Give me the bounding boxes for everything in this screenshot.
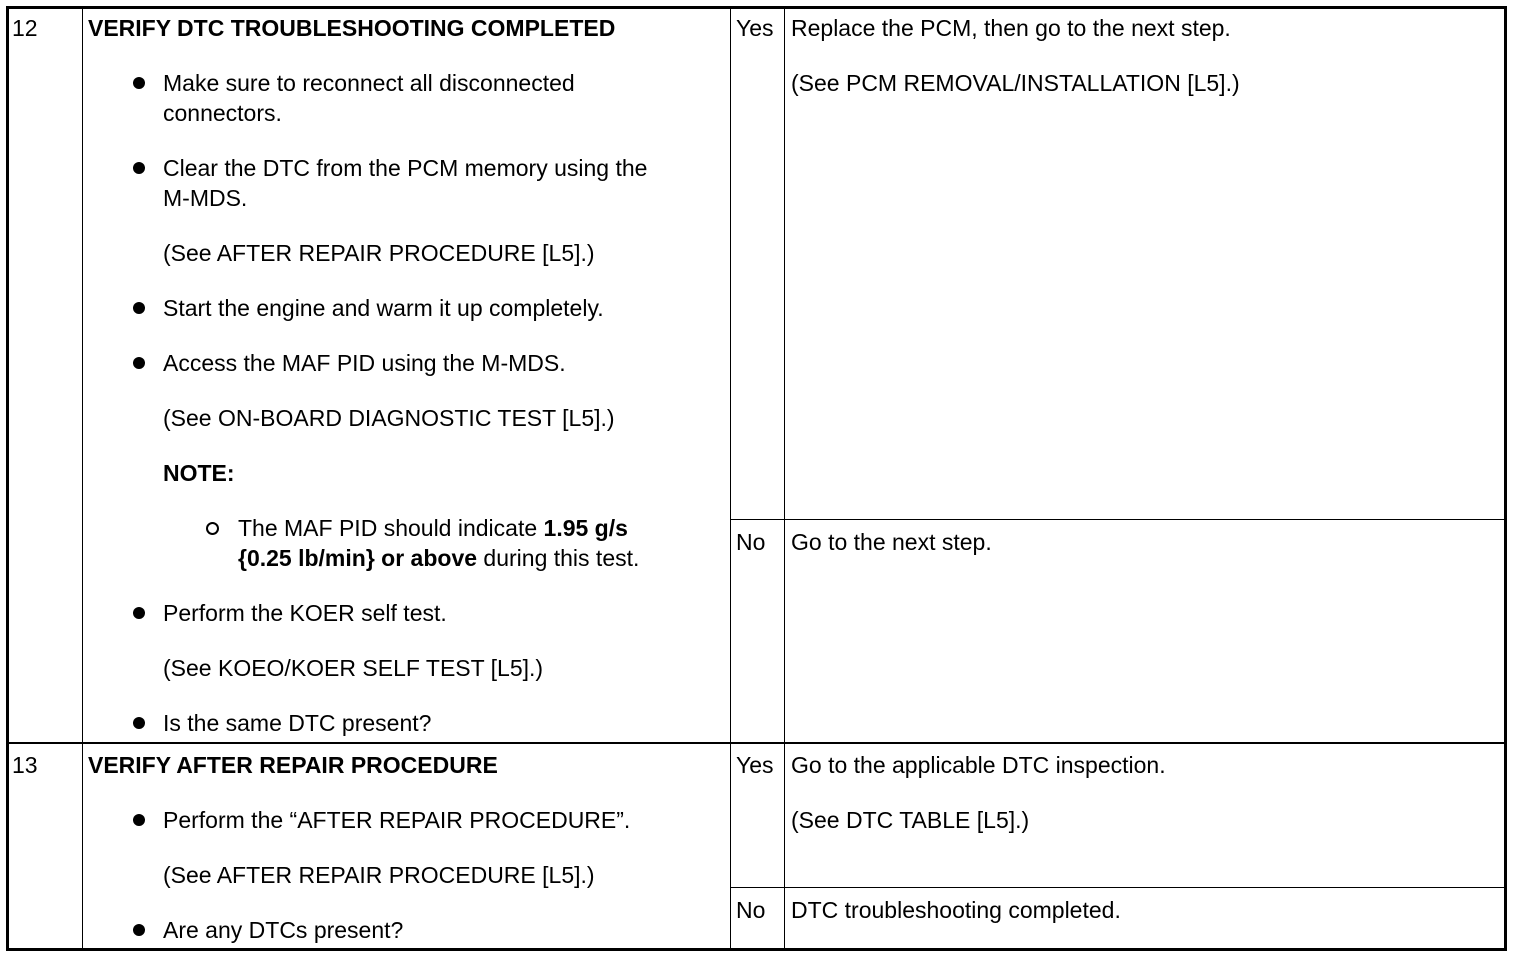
no-label: No bbox=[736, 529, 766, 555]
step-number: 12 bbox=[12, 15, 38, 41]
question-text: Is the same DTC present? bbox=[163, 710, 432, 736]
yes-action: Replace the PCM, then go to the next step. bbox=[791, 15, 1231, 41]
yes-label: Yes bbox=[736, 752, 774, 778]
column-divider-procedure bbox=[730, 8, 731, 950]
step-title: VERIFY DTC TROUBLESHOOTING COMPLETED bbox=[88, 15, 616, 41]
yes-reference: (See DTC TABLE [L5].) bbox=[791, 807, 1030, 833]
note-label: NOTE: bbox=[163, 460, 235, 486]
no-action: Go to the next step. bbox=[791, 529, 992, 555]
reference-text: (See ON-BOARD DIAGNOSTIC TEST [L5].) bbox=[163, 405, 615, 431]
instruction-text: Perform the “AFTER REPAIR PROCEDURE”. bbox=[163, 807, 631, 833]
row-divider-step bbox=[8, 742, 1505, 744]
instruction-text: Perform the KOER self test. bbox=[163, 600, 447, 626]
yes-reference: (See PCM REMOVAL/INSTALLATION [L5].) bbox=[791, 70, 1240, 96]
bullet-icon bbox=[133, 814, 145, 826]
note-text: The MAF PID should indicate 1.95 g/s bbox=[238, 515, 628, 541]
reference-text: (See KOEO/KOER SELF TEST [L5].) bbox=[163, 655, 544, 681]
bullet-icon bbox=[133, 924, 145, 936]
instruction-text: Make sure to reconnect all disconnected bbox=[163, 70, 575, 96]
instruction-text: connectors. bbox=[163, 100, 282, 126]
bullet-icon bbox=[133, 162, 145, 174]
question-text: Are any DTCs present? bbox=[163, 917, 404, 943]
bullet-icon bbox=[133, 357, 145, 369]
instruction-text: M-MDS. bbox=[163, 185, 248, 211]
step-title: VERIFY AFTER REPAIR PROCEDURE bbox=[88, 752, 498, 778]
bullet-icon bbox=[133, 302, 145, 314]
instruction-text: Start the engine and warm it up completely. bbox=[163, 295, 604, 321]
hollow-bullet-icon bbox=[206, 522, 219, 535]
instruction-text: Access the MAF PID using the M-MDS. bbox=[163, 350, 566, 376]
bullet-icon bbox=[133, 717, 145, 729]
column-divider-number bbox=[82, 8, 83, 950]
no-action: DTC troubleshooting completed. bbox=[791, 897, 1121, 923]
bullet-icon bbox=[133, 607, 145, 619]
reference-text: (See AFTER REPAIR PROCEDURE [L5].) bbox=[163, 240, 595, 266]
note-text: {0.25 lb/min} or above during this test. bbox=[238, 545, 640, 571]
no-label: No bbox=[736, 897, 766, 923]
row-divider-step12-yes-no bbox=[731, 519, 1505, 520]
yes-label: Yes bbox=[736, 15, 774, 41]
row-divider-step13-yes-no bbox=[731, 887, 1505, 888]
column-divider-answer bbox=[784, 8, 785, 950]
bullet-icon bbox=[133, 77, 145, 89]
instruction-text: Clear the DTC from the PCM memory using the bbox=[163, 155, 648, 181]
reference-text: (See AFTER REPAIR PROCEDURE [L5].) bbox=[163, 862, 595, 888]
step-number: 13 bbox=[12, 752, 38, 778]
yes-action: Go to the applicable DTC inspection. bbox=[791, 752, 1166, 778]
